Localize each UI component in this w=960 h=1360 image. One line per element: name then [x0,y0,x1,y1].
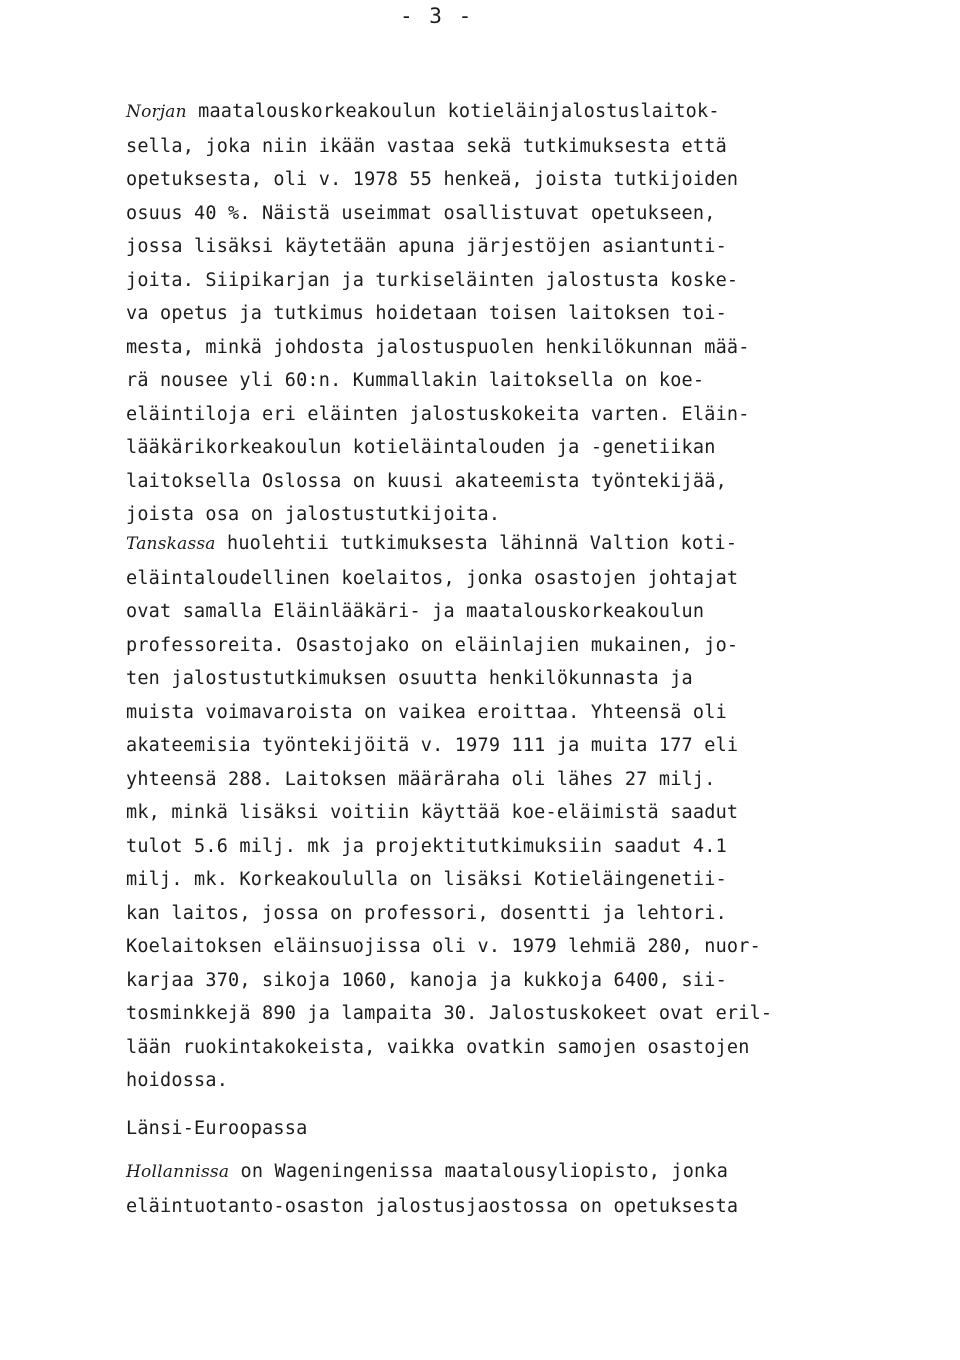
paragraph-line: Norjan maatalouskorkeakoulun kotieläinjalostuslaitok- [126,101,720,122]
paragraph-line: va opetus ja tutkimus hoidetaan toisen laitoksen toi- [126,303,727,324]
country-lead-norway: Norjan [126,102,187,122]
paragraph-line: Hollannissa on Wageningenissa maatalousyliopisto, jonka [126,1161,729,1182]
paragraph-line: lääkärikorkeakoulun kotieläintalouden ja -genetiikan [126,437,716,458]
paragraph-line: ten jalostustutkimuksen osuutta henkilökunnasta ja [126,668,693,689]
paragraph-line: karjaa 370, sikoja 1060, kanoja ja kukkoja 6400, sii- [126,969,727,991]
paragraph-line: tulot 5.6 milj. mk ja projektitutkimuksiin saadut 4.1 [126,835,727,857]
paragraph-denmark [126,527,866,1098]
paragraph-line: eläintaloudellinen koelaitos, jonka osastojen johtajat [126,567,739,589]
paragraph-line: hoidossa. [126,1070,229,1091]
paragraph-line: Tanskassa huolehtii tutkimuksesta lähinnä Valtion koti- [126,533,738,554]
paragraph-line: Koelaitoksen eläinsuojissa oli v. 1979 lehmiä 280, nuor- [126,936,761,957]
paragraph-line: jossa lisäksi käytetään apuna järjestöjen asiantunti- [126,236,727,257]
paragraph-line: joita. Siipikarjan ja turkiseläinten jalostusta koske- [126,269,739,291]
paragraph-line: joista osa on jalostustutkijoita. [126,504,501,525]
paragraph-line: muista voimavaroista on vaikea eroittaa. Yhteensä oli [126,701,727,723]
country-lead-denmark: Tanskassa [126,534,216,554]
paragraph-line: milj. mk. Korkeakoululla on lisäksi Kotieläingenetii- [126,869,727,890]
paragraph-line: ovat samalla Eläinlääkäri- ja maatalouskorkeakoulun [126,601,705,622]
paragraph-line: osuus 40 %. Näistä useimmat osallistuvat opetukseen, [126,202,716,224]
paragraph-line: akateemisia työntekijöitä v. 1979 111 ja muita 177 eli [126,735,739,756]
paragraph-line: professoreita. Osastojako on eläinlajien mukainen, jo- [126,634,739,656]
paragraph-line: mesta, minkä johdosta jalostuspuolen henkilökunnan mää- [126,336,750,358]
paragraph-netherlands [126,1155,866,1223]
page-number: - 3 - [400,4,474,28]
paragraph-line: rä nousee yli 60:n. Kummallakin laitoksella on koe- [126,370,705,391]
paragraph-line: opetuksesta, oli v. 1978 55 henkeä, joista tutkijoiden [126,169,739,190]
country-lead-netherlands: Hollannissa [126,1162,230,1182]
paragraph-line: eläintiloja eri eläinten jalostuskokeita varten. Eläin- [126,403,750,425]
paragraph-line: kan laitos, jossa on professori, dosentti ja lehtori. [126,902,727,924]
paragraph-line: eläintuotanto-osaston jalostusjaostossa on opetuksesta [126,1195,739,1217]
paragraph-line: laitoksella Oslossa on kuusi akateemista työntekijää, [126,470,727,492]
section-heading: Länsi-Euroopassa [126,1118,308,1139]
paragraph-line: sella, joka niin ikään vastaa sekä tutkimuksesta että [126,135,727,157]
paragraph-norway [126,95,866,532]
paragraph-line: lään ruokintakokeista, vaikka ovatkin samojen osastojen [126,1036,750,1058]
paragraph-line: mk, minkä lisäksi voitiin käyttää koe-eläimistä saadut [126,802,739,823]
paragraph-line: yhteensä 288. Laitoksen määräraha oli lähes 27 milj. [126,768,716,790]
paragraph-line: tosminkkejä 890 ja lampaita 30. Jalostuskokeet ovat eril- [126,1003,773,1024]
